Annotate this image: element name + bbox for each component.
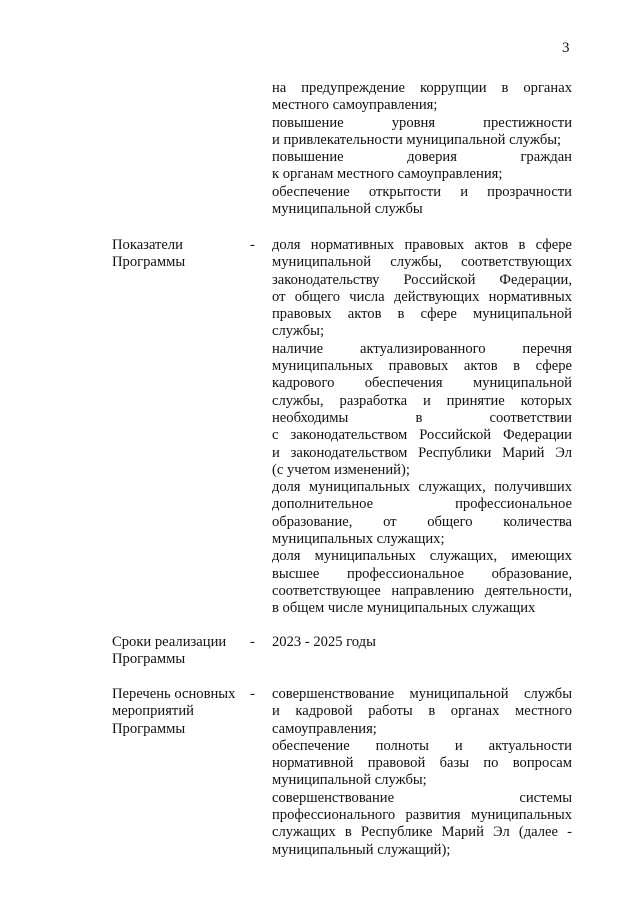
section-label: Перечень основных мероприятий Программы (112, 686, 236, 737)
text-line: совершенствование системы (272, 789, 572, 806)
text-line: профессионального развития муниципальных (272, 807, 572, 824)
section-dash: - (250, 634, 255, 650)
text-line: наличие актуализированного перечня (272, 340, 572, 357)
text-line: доля муниципальных служащих, имеющих (272, 548, 572, 565)
text-line: образование, от общего количества (272, 513, 572, 530)
section-text (272, 237, 572, 618)
text-line: правовых актов в сфере муниципальной (272, 306, 572, 323)
text-line: к органам местного самоуправления; (272, 166, 503, 183)
section-text (272, 686, 572, 859)
text-line: муниципальных правовых актов в сфере (272, 358, 572, 375)
text-line: доля нормативных правовых актов в сфере (272, 237, 572, 253)
text-line: служащих в Республике Марий Эл (далее - (272, 824, 572, 841)
text-line: доля муниципальных служащих, получивших (272, 479, 572, 496)
section-label: Сроки реализации Программы (112, 634, 227, 668)
section-dash: - (250, 686, 255, 702)
text-line: 2023 - 2025 годы (272, 634, 376, 650)
text-line: (с учетом изменений); (272, 461, 410, 478)
section-label: Показатели Программы (112, 237, 186, 271)
text-line: в общем числе муниципальных служащих (272, 600, 536, 617)
text-line: службы, разработка и принятие которых (272, 392, 572, 409)
text-line: совершенствование муниципальной службы (272, 686, 572, 702)
text-line: самоуправления; (272, 720, 377, 737)
text-line: обеспечение полноты и актуальности (272, 737, 572, 754)
text-line: муниципальной службы; (272, 772, 427, 789)
top-block-text (272, 80, 572, 218)
text-line: и законодательством Республики Марий Эл (272, 444, 572, 461)
text-line: соответствующее направлению деятельности, (272, 582, 572, 599)
text-line: местного самоуправления; (272, 97, 438, 114)
text-line: муниципальный служащий); (272, 841, 451, 858)
text-line: с законодательством Российской Федерации (272, 427, 572, 444)
text-line: дополнительное профессиональное (272, 496, 572, 513)
text-line: законодательству Российской Федерации, (272, 271, 572, 288)
text-line: и привлекательности муниципальной службы; (272, 131, 562, 148)
text-line: обеспечение открытости и прозрачности (272, 183, 572, 200)
text-line: повышение уровня престижности (272, 114, 572, 131)
text-line: муниципальных служащих; (272, 531, 445, 548)
text-line: муниципальной службы, соответствующих (272, 254, 572, 271)
text-line: муниципальной службы (272, 201, 423, 218)
page-number: 3 (562, 40, 570, 56)
text-line: на предупреждение коррупции в органах (272, 80, 572, 96)
text-line: и кадровой работы в органах местного (272, 703, 572, 720)
text-line: высшее профессиональное образование, (272, 565, 572, 582)
section-text (272, 634, 572, 651)
text-line: повышение доверия граждан (272, 149, 572, 166)
section-dash: - (250, 237, 255, 253)
text-line: службы; (272, 323, 325, 340)
text-line: от общего числа действующих нормативных (272, 288, 572, 305)
text-line: нормативной правовой базы по вопросам (272, 755, 572, 772)
text-line: необходимы в соответствии (272, 409, 572, 426)
text-line: кадрового обеспечения муниципальной (272, 375, 572, 392)
